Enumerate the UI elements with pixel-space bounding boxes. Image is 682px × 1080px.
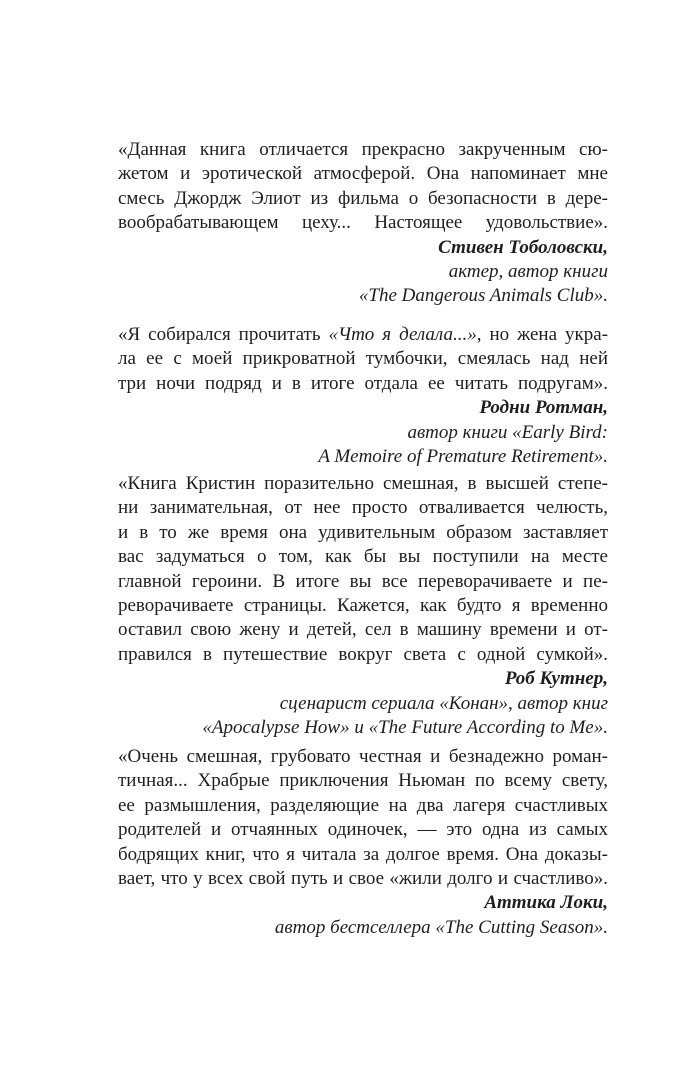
- book-title-italic: «Что я делала...»: [328, 324, 477, 345]
- quote-text: вас задуматься о том, как бы вы поступили на месте: [118, 546, 608, 568]
- quote-line: [118, 745, 608, 769]
- quote-line: [118, 496, 608, 520]
- author-attribution: сценарист сериала «Конан», автор книг: [279, 692, 608, 714]
- quote-line: [118, 138, 608, 162]
- quote-text: ла ее с моей прикроватной тумбочки, смеялась над ней: [118, 348, 608, 370]
- quote-line: [118, 347, 608, 371]
- quote-text: ни занимательная, от нее просто отваливается челюсть,: [118, 497, 608, 519]
- quote-text: главной героини. В итоге вы все переворачиваете и пе-: [118, 570, 608, 592]
- quote-line: [118, 521, 608, 545]
- quote-text: оставил свою жену и детей, сел в машину времени и от-: [118, 619, 608, 641]
- quote-line: [118, 162, 608, 186]
- author-attribution: A Memoire of Premature Retirement».: [318, 446, 608, 468]
- quote-line: [118, 372, 608, 396]
- quote-text: вает, что у всех свой путь и свое «жили долго и счастливо».: [118, 868, 608, 890]
- quote-text: правился в путешествие вокруг света с одной сумкой».: [118, 643, 608, 665]
- author-attribution: «Apocalypse How» и «The Future According to Me».: [202, 717, 608, 739]
- quote-line: [118, 867, 608, 891]
- quote-line: [118, 818, 608, 842]
- review-4: [118, 745, 608, 940]
- review-author: Родни Ротман,: [479, 397, 608, 419]
- author-attribution: «The Dangerous Animals Club».: [358, 285, 608, 307]
- quote-line: [118, 769, 608, 793]
- quote-text: родителей и отчаянных одиночек, — это одна из самых: [118, 819, 608, 841]
- quote-text: «Книга Кристин поразительно смешная, в высшей степе-: [118, 473, 608, 494]
- review-author: Стивен Тоболовски,: [438, 236, 608, 258]
- author-attribution: актер, автор книги: [448, 261, 608, 283]
- author-attribution: автор бестселлера «The Cutting Season».: [274, 916, 608, 938]
- review-1: [118, 138, 608, 309]
- quote-text: жетом и эротической атмосферой. Она напоминает мне: [118, 163, 608, 185]
- quote-text: тичная... Храбрые приключения Ньюман по всему свету,: [118, 770, 608, 792]
- quote-text: бодрящих книг, что я читала за долгое время. Она доказы-: [118, 843, 608, 865]
- quote-line: [118, 472, 608, 496]
- quote-line: [118, 211, 608, 235]
- author-attribution: автор книги «Early Bird:: [407, 421, 608, 443]
- quote-text: ее размышления, разделяющие на два лагеря счастливых: [118, 794, 608, 816]
- review-3: [118, 472, 608, 740]
- quote-line: [118, 794, 608, 818]
- review-2: [118, 323, 608, 469]
- quote-line: [118, 594, 608, 618]
- quote-text: , но жена укра-: [476, 324, 608, 345]
- quote-line: [118, 545, 608, 569]
- quote-text: «Очень смешная, грубовато честная и безнадежно роман-: [118, 746, 608, 767]
- quote-line: [118, 618, 608, 642]
- quote-text: реворачиваете страницы. Кажется, как будто я временно: [118, 595, 608, 617]
- review-author: Аттика Локи,: [484, 892, 608, 914]
- quote-line: [118, 643, 608, 667]
- quote-text: и в то же время она удивительным образом заставляет: [118, 521, 608, 543]
- quote-line: [118, 570, 608, 594]
- quote-text: «Данная книга отличается прекрасно закрученным сю-: [118, 139, 608, 160]
- quote-text: «Я собирался прочитать: [118, 324, 329, 345]
- quote-text: три ночи подряд и в итоге отдала ее читать подругам».: [118, 372, 608, 394]
- quote-text: вообрабатывающем цеху... Настоящее удовольствие».: [118, 212, 608, 234]
- quote-line: [118, 843, 608, 867]
- quote-line: [118, 187, 608, 211]
- review-author: Роб Кутнер,: [504, 668, 608, 690]
- quote-line: [118, 323, 608, 347]
- quote-text: смесь Джордж Элиот из фильма о безопасности в дере-: [118, 187, 608, 209]
